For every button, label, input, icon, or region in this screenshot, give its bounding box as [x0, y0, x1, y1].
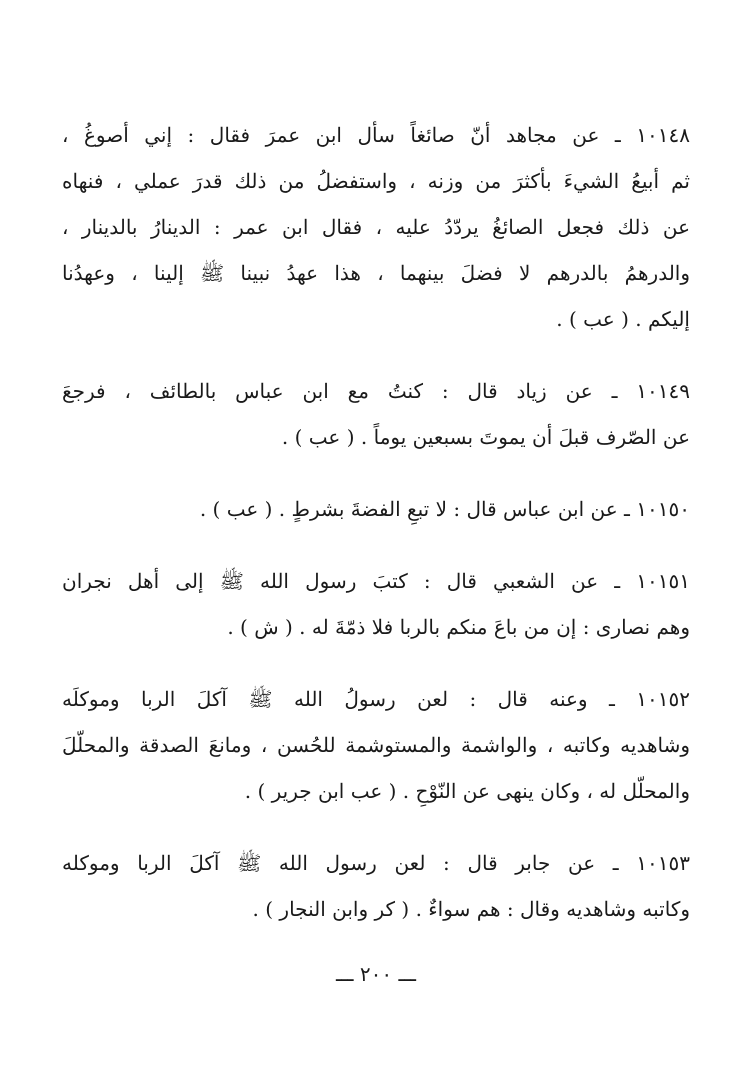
hadith-entry-10152: [62, 676, 690, 814]
text-line: ١٠١٥٢ ـ وعنه قال : لعن رسولُ الله ﷺ آكلَ الربا وموكلَه: [62, 687, 690, 711]
text-line: عن الصّرف قبلَ أن يموتَ بسبعين يوماً . ( عب ) .: [281, 425, 690, 449]
text-line: إليكم . ( عب ) .: [556, 307, 690, 331]
page-number: ـــ ٢٠٠ ـــ: [335, 962, 417, 986]
text-line: وكاتبه وشاهديه وقال : هم سواءٌ . ( كر وابن النجار ) .: [252, 897, 690, 921]
text-line: عن ذلك فجعل الصائغُ يردّدُ عليه ، فقال ابن عمر : الدينارُ بالدينار ،: [62, 215, 690, 239]
text-line: ثم أبيعُ الشيءَ بأكثرَ من وزنه ، واستفضلُ من ذلك قدرَ عملي ، فنهاه: [62, 169, 690, 193]
text-line: والدرهمُ بالدرهم لا فضلَ بينهما ، هذا عهدُ نبينا ﷺ إلينا ، وعهدُنا: [62, 261, 690, 285]
hadith-entry-10148: [62, 112, 690, 342]
text-line: والمحلّل له ، وكان ينهى عن النّوْحِ . ( عب ابن جرير ) .: [244, 779, 690, 803]
text-line: وشاهديه وكاتبه ، والواشمة والمستوشمة للحُسن ، ومانعَ الصدقة والمحلّلَ: [62, 733, 690, 757]
text-line: ١٠١٥٠ ـ عن ابن عباس قال : لا تبعِ الفضةَ بشرطٍ . ( عب ) .: [199, 497, 690, 521]
document-body: [62, 112, 690, 958]
text-line: ١٠١٤٨ ـ عن مجاهد أنّ صائغاً سأل ابن عمرَ فقال : إني أصوغُ ،: [62, 123, 690, 147]
text-line: ١٠١٤٩ ـ عن زياد قال : كنتُ مع ابن عباس بالطائف ، فرجعَ: [62, 379, 690, 403]
hadith-entry-10150: [62, 486, 690, 532]
hadith-entry-10149: [62, 368, 690, 460]
text-line: وهم نصارى : إن من باعَ منكم بالربا فلا ذمّةَ له . ( ش ) .: [227, 615, 690, 639]
hadith-entry-10153: [62, 840, 690, 932]
text-line: ١٠١٥١ ـ عن الشعبي قال : كتبَ رسول الله ﷺ إلى أهل نجران: [62, 569, 690, 593]
text-line: ١٠١٥٣ ـ عن جابر قال : لعن رسول الله ﷺ آكلَ الربا وموكله: [62, 851, 690, 875]
hadith-entry-10151: [62, 558, 690, 650]
